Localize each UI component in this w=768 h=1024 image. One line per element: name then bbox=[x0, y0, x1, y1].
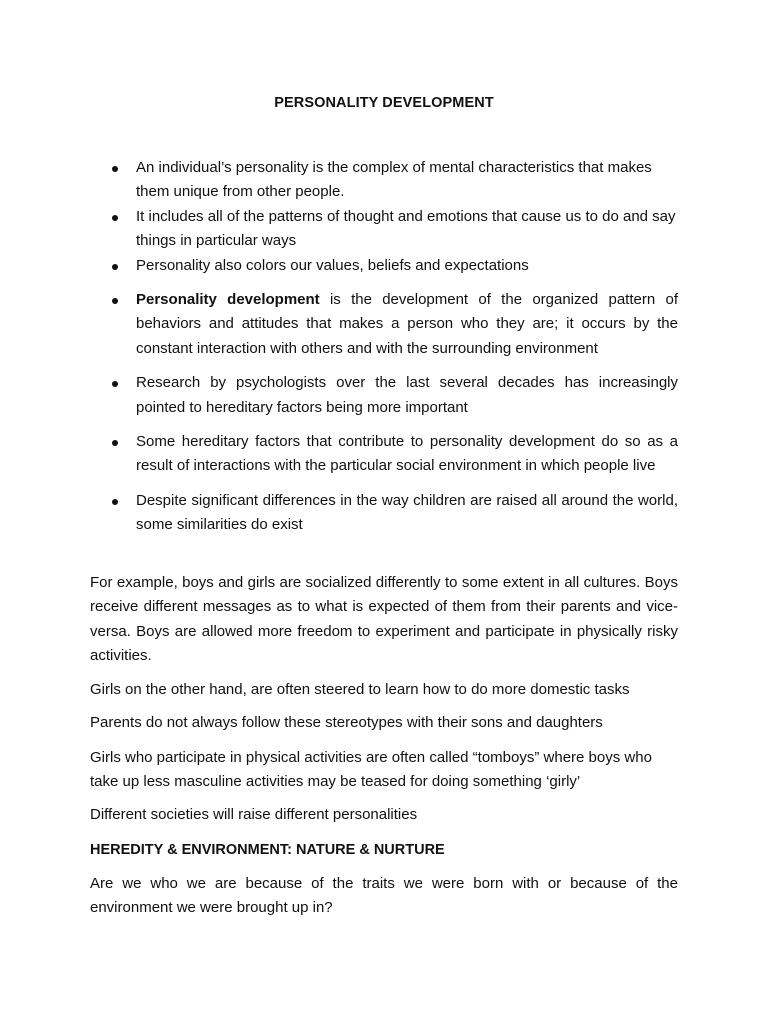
bullet-text: Some hereditary factors that contribute to personality development do so as a result of interactions with the particular social environment in which people live bbox=[136, 433, 678, 475]
bullet-bold-term: Personality development bbox=[136, 291, 320, 309]
paragraph: Different societies will raise different personalities bbox=[90, 806, 418, 823]
bullet-text: An individual’s personality is the complex of mental characteristics that makes them unique from other people. bbox=[136, 159, 652, 201]
list-item bbox=[90, 489, 678, 538]
paragraph: Are we who we are because of the traits we were born with or because of the environment we were brought up in? bbox=[90, 875, 678, 917]
bullet-text: is the development of the organized pattern of behaviors and attitudes that makes a person who they are; it occurs by the constant interaction with others and with the surrounding environment bbox=[136, 291, 678, 357]
bullet-icon bbox=[112, 166, 118, 172]
paragraph: Parents do not always follow these stereotypes with their sons and daughters bbox=[90, 714, 603, 731]
list-item bbox=[90, 156, 678, 205]
list-item bbox=[90, 254, 678, 278]
bullet-icon bbox=[112, 440, 118, 446]
bullet-text: Research by psychologists over the last several decades has increasingly pointed to hereditary factors being more important bbox=[136, 374, 678, 416]
paragraph: Girls who participate in physical activities are often called “tomboys” where boys who take up less masculine activities may be teased for doing something ‘girly’ bbox=[90, 749, 652, 791]
bullet-text: Despite significant differences in the way children are raised all around the world, some similarities do exist bbox=[136, 491, 678, 534]
bullet-text: Personality also colors our values, beliefs and expectations bbox=[136, 256, 529, 274]
paragraph: Girls on the other hand, are often steered to learn how to do more domestic tasks bbox=[90, 681, 630, 698]
bullet-icon bbox=[112, 298, 118, 304]
bullet-icon bbox=[112, 499, 118, 505]
bullet-icon bbox=[112, 381, 118, 387]
list-item bbox=[90, 430, 678, 479]
list-item bbox=[90, 205, 678, 254]
page-title: PERSONALITY DEVELOPMENT bbox=[274, 95, 494, 111]
list-item bbox=[90, 288, 678, 361]
bullet-icon bbox=[112, 215, 118, 221]
list-item bbox=[90, 371, 678, 420]
bullet-text: It includes all of the patterns of thought and emotions that cause us to do and say things in particular ways bbox=[136, 207, 676, 250]
bullet-list bbox=[90, 156, 678, 538]
bullet-icon bbox=[112, 264, 118, 270]
section-heading: HEREDITY & ENVIRONMENT: NATURE & NURTURE bbox=[90, 842, 445, 858]
document-page bbox=[90, 0, 678, 1024]
paragraph: For example, boys and girls are socialized differently to some extent in all cultures. Boys receive different messages as to what is expected of them from their parents and vice-versa. Boys are allowed more freedom to experiment and participate in physically risky activities. bbox=[90, 574, 678, 665]
